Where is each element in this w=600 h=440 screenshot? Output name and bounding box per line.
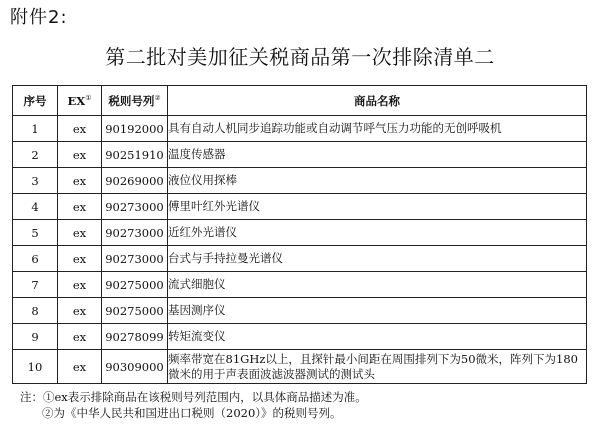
table-row <box>13 298 587 324</box>
exclusion-table <box>12 85 587 384</box>
cell-name: 转矩流变仪 <box>168 324 587 350</box>
table-row <box>13 142 587 168</box>
cell-name: 台式与手持拉曼光谱仪 <box>168 246 587 272</box>
cell-ex: ex <box>58 220 102 246</box>
cell-name: 基因测序仪 <box>168 298 587 324</box>
cell-seq: 4 <box>13 194 58 220</box>
header-code-label: 税则号列 <box>108 93 155 108</box>
cell-name: 傅里叶红外光谱仪 <box>168 194 587 220</box>
header-name-label: 商品名称 <box>354 93 400 108</box>
cell-code: 90251910 <box>102 142 168 168</box>
cell-name: 液位仪用探棒 <box>168 168 587 194</box>
table-row <box>13 324 587 350</box>
cell-code: 90278099 <box>102 324 168 350</box>
table-row <box>13 220 587 246</box>
cell-code: 90275000 <box>102 272 168 298</box>
cell-name: 近红外光谱仪 <box>168 220 587 246</box>
table-row <box>13 350 587 384</box>
footnote-tariff-code: ②为《中华人民共和国进出口税则（2020）》的税则号列。 <box>42 406 342 420</box>
footnotes <box>20 389 367 421</box>
cell-seq: 9 <box>13 324 58 350</box>
header-seq <box>13 86 58 116</box>
cell-seq: 5 <box>13 220 58 246</box>
cell-code: 90273000 <box>102 246 168 272</box>
cell-code: 90309000 <box>102 350 168 384</box>
table-row <box>13 116 587 142</box>
table-row <box>13 246 587 272</box>
cell-ex: ex <box>58 246 102 272</box>
header-code-footnote-mark: ② <box>154 93 161 102</box>
cell-ex: ex <box>58 194 102 220</box>
cell-seq: 7 <box>13 272 58 298</box>
cell-code: 90273000 <box>102 220 168 246</box>
cell-seq: 8 <box>13 298 58 324</box>
cell-code: 90273000 <box>102 194 168 220</box>
footnote-ex: 注：①ex表示排除商品在该税则号列范围内，以具体商品描述为准。 <box>20 390 367 404</box>
cell-code: 90275000 <box>102 298 168 324</box>
cell-name: 频率带宽在81GHz以上，且探针最小间距在周围排列下为50微米，阵列下为180微米的用于声表面波滤波器测试的测试头 <box>168 350 587 384</box>
cell-ex: ex <box>58 142 102 168</box>
cell-seq: 6 <box>13 246 58 272</box>
cell-ex: ex <box>58 272 102 298</box>
document-title: 第二批对美加征关税商品第一次排除清单二 <box>105 45 495 69</box>
cell-name: 流式细胞仪 <box>168 272 587 298</box>
cell-ex: ex <box>58 324 102 350</box>
cell-ex: ex <box>58 168 102 194</box>
header-name <box>168 86 587 116</box>
header-seq-label: 序号 <box>23 93 47 108</box>
cell-code: 90192000 <box>102 116 168 142</box>
cell-seq: 1 <box>13 116 58 142</box>
cell-ex: ex <box>58 350 102 384</box>
table-row <box>13 194 587 220</box>
header-code <box>102 86 168 116</box>
header-ex-label: EX <box>67 93 86 108</box>
cell-seq: 3 <box>13 168 58 194</box>
cell-seq: 10 <box>13 350 58 384</box>
header-ex <box>58 86 102 116</box>
cell-name: 具有自动人机同步追踪功能或自动调节呼气压力功能的无创呼吸机 <box>168 116 587 142</box>
table-row <box>13 272 587 298</box>
attachment-label: 附件2: <box>10 7 68 28</box>
cell-name: 温度传感器 <box>168 142 587 168</box>
cell-code: 90269000 <box>102 168 168 194</box>
table-header-row <box>13 86 587 116</box>
header-ex-footnote-mark: ① <box>85 93 92 102</box>
cell-ex: ex <box>58 116 102 142</box>
cell-ex: ex <box>58 298 102 324</box>
cell-seq: 2 <box>13 142 58 168</box>
table-row <box>13 168 587 194</box>
